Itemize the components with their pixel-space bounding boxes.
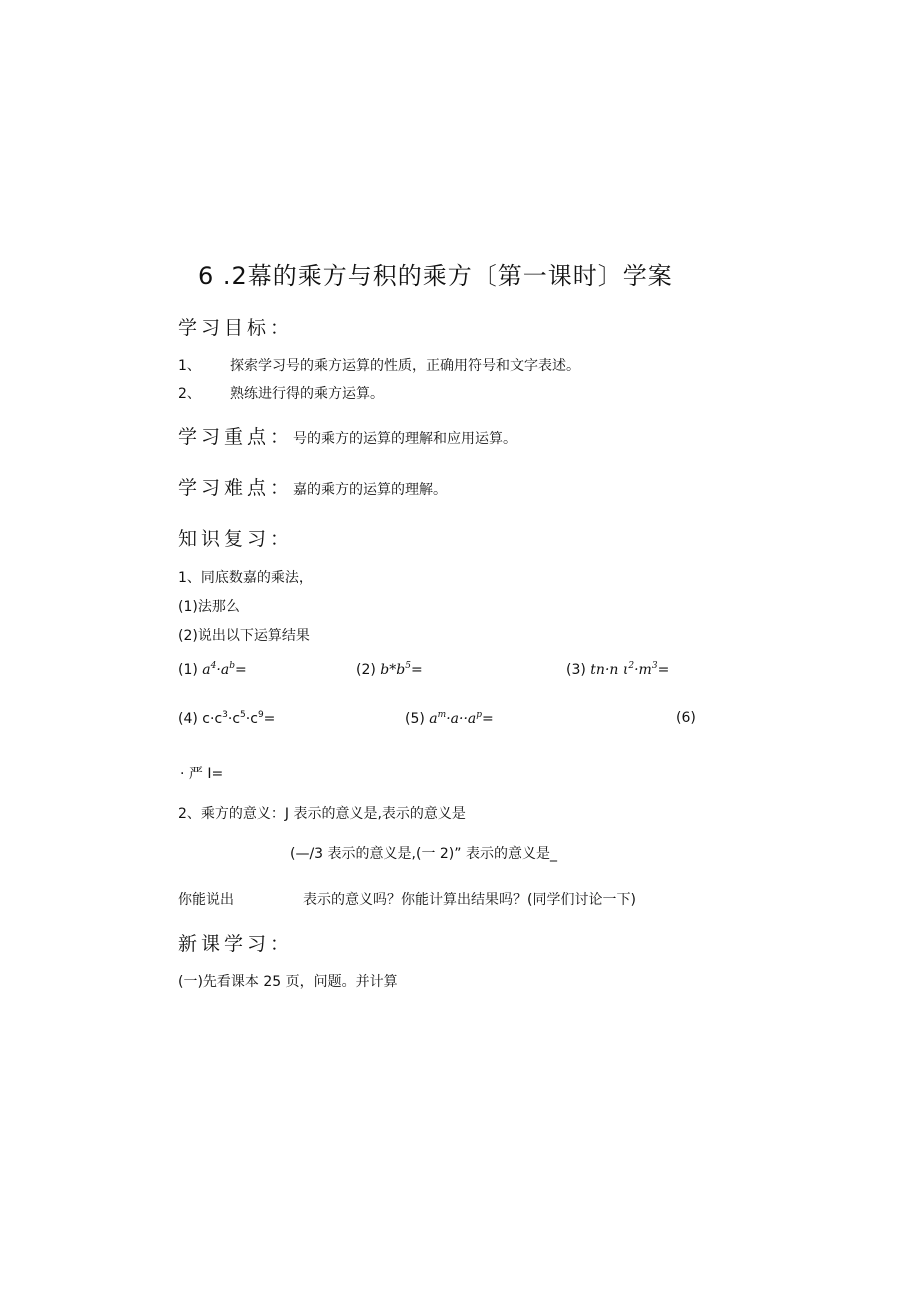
exercise-1-expression: $a^4\cdot a^b=$	[202, 661, 247, 678]
key-point-heading: 学习重点：	[178, 426, 294, 448]
difficulty-line	[178, 473, 447, 500]
exercise-2-label: (2)	[356, 662, 376, 678]
key-point-text: 号的乘方的运算的理解和应用运算。	[293, 431, 518, 447]
exercise-6-continued: · 严 I=	[180, 766, 224, 782]
exercise-3	[566, 661, 669, 678]
exercise-6-label: (6)	[676, 710, 696, 726]
goal-item-2-num: 2、	[178, 386, 201, 402]
difficulty-heading: 学习难点：	[178, 477, 294, 499]
goals-heading: 学习目标：	[178, 317, 294, 339]
exercise-2	[356, 661, 423, 678]
goal-item-1	[178, 355, 580, 375]
exercise-1	[178, 661, 247, 678]
exercise-5	[405, 710, 494, 727]
exercise-4-expression: $c\cdot c^3\cdot c^5\cdot c^9=$	[202, 710, 276, 727]
exercise-1-label: (1)	[178, 662, 198, 678]
review-line-3: (2)说出以下运算结果	[178, 628, 310, 644]
exercise-3-label: (3)	[566, 662, 586, 678]
difficulty-text: 嘉的乘方的运算的理解。	[293, 482, 448, 498]
goal-item-1-text: 探索学习号的乘方运算的性质，正确用符号和文字表述。	[230, 358, 580, 374]
review-heading: 知识复习：	[178, 528, 294, 550]
review-line-6-end: 表示的意义吗？你能计算出结果吗？(同学们讨论一下)	[303, 892, 636, 908]
review-line-5: (—/3 表示的意义是,(一 2)” 表示的意义是_	[290, 846, 557, 862]
exercise-3-expression: tn·n $\iota^2\cdot m^3=$	[590, 661, 670, 678]
review-line-2: (1)法那么	[178, 599, 240, 615]
key-point-line	[178, 422, 517, 449]
new-lesson-heading: 新课学习：	[178, 933, 294, 955]
review-line-6-start: 你能说出	[178, 892, 234, 908]
goal-item-2	[178, 383, 384, 403]
goal-item-1-num: 1、	[178, 358, 201, 374]
review-line-4: 2、乘方的意义：J 表示的意义是,表示的意义是	[178, 806, 466, 822]
review-line-1: 1、同底数嘉的乘法，	[178, 570, 313, 586]
exercise-4-label: (4)	[178, 711, 198, 727]
exercise-2-expression: $b*b^5=$	[380, 661, 423, 678]
page-title: 6 .2幕的乘方与积的乘方〔第一课时〕学案	[198, 262, 673, 290]
exercise-5-expression: $a^m\cdot a\cdot\cdot a^p=$	[429, 710, 494, 727]
exercise-4	[178, 710, 275, 727]
exercise-5-label: (5)	[405, 711, 425, 727]
goal-item-2-text: 熟练进行得的乘方运算。	[230, 386, 384, 402]
new-lesson-line-1: (一)先看课本 25 页，问题。并计算	[178, 974, 398, 990]
